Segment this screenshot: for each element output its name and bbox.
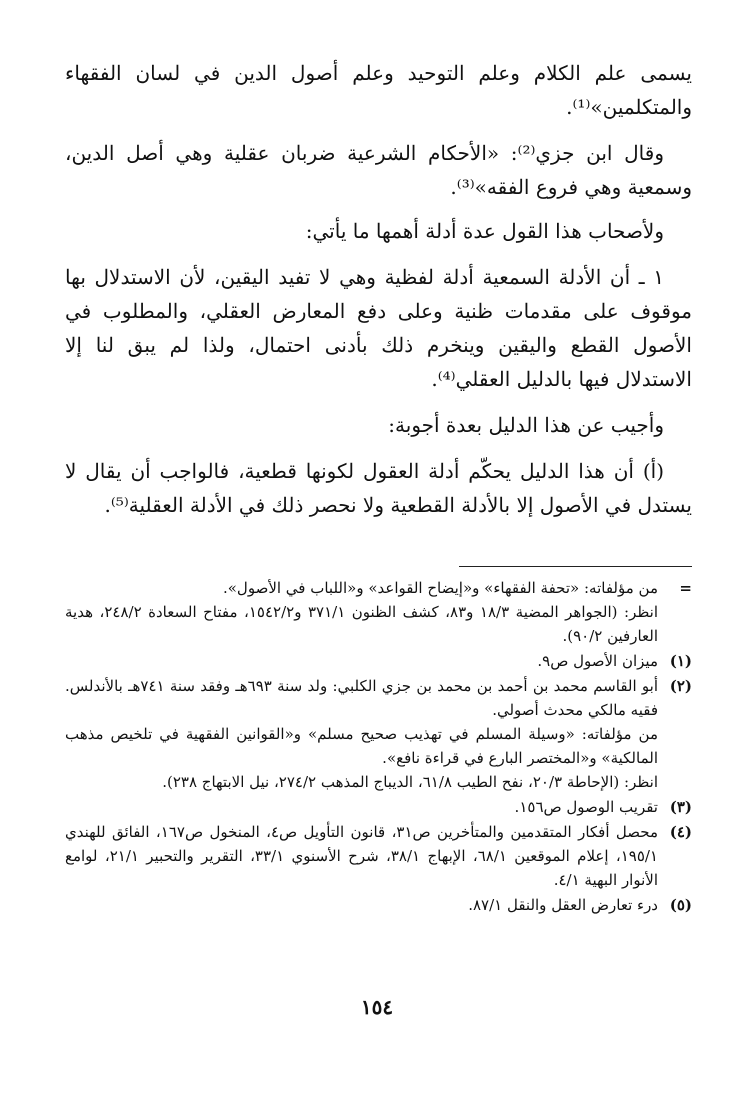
footnote-line: انظر: (الجواهر المضية ١٨/٣ و٨٣، كشف الظنون ٣٧١/١ و١٥٤٢/٢، مفتاح السعادة ٢٤٨/٢، هدية العارفين ٩٠/٢). [65, 603, 659, 645]
body-paragraph: وأجيب عن هذا الدليل بعدة أجوبة: [388, 413, 664, 437]
footnote-line: ميزان الأصول ص٩. [537, 652, 658, 670]
footnote-line: محصل أفكار المتقدمين والمتأخرين ص٣١، قانون التأويل ص٤، المنخول ص١٦٧، الفائق للهندي ١٩٥/١، إعلام الموقعين ٦٨/١، الإبهاج ٣٨/١، شرح الأسنوي ٣٣/١، التقرير والتحبير ٢١/١، لوامع الأنوار البهية ٤/١. [65, 823, 658, 889]
footnote-marker: (٣) [669, 798, 692, 816]
footnote-2 [65, 674, 692, 794]
body-paragraph: وقال ابن جزي⁽²⁾: «الأحكام الشرعية ضربان عقلية وهي أصل الدين، وسمعية وهي فروع الفقه»⁽³⁾. [65, 141, 692, 199]
page-number: ١٥٤ [360, 995, 394, 1019]
footnote-line: تقريب الوصول ص١٥٦. [514, 798, 658, 816]
footnote-marker: (٤) [669, 823, 692, 841]
footnote-marker: (٥) [669, 896, 692, 914]
body-paragraph: ولأصحاب هذا القول عدة أدلة أهمها ما يأتي: [305, 219, 664, 243]
body-paragraph: ١ ـ أن الأدلة السمعية أدلة لفظية وهي لا تفيد اليقين، لأن الاستدلال بها موقوف على مقدمات ظنية وعلى دفع المعارض العقلي، والمطلوب في الأصول القطع واليقين وينخرم ذلك بأدنى احتمال، ولذا لم يبق لنا إلا الاستدلال فيها بالدليل العقلي⁽⁴⁾. [65, 265, 692, 391]
footnote-marker: = [679, 579, 692, 597]
body-paragraph: (أ) أن هذا الدليل يحكّم أدلة العقول لكونها قطعية، فالواجب أن يقال لا يستدل في الأصول إلا بالأدلة القطعية ولا نحصر ذلك في الأدلة العقلية⁽⁵⁾. [65, 459, 692, 517]
footnote-1 [65, 649, 692, 673]
footnote-4 [65, 820, 692, 892]
footnote-text [65, 893, 658, 917]
footnote-marker: (٢) [669, 677, 692, 695]
footnote-line: انظر: (الإحاطة ٢٠/٣، نفح الطيب ٦١/٨، الديباج المذهب ٢٧٤/٢، نيل الابتهاج ٢٣٨). [162, 773, 658, 791]
footnote-line: درء تعارض العقل والنقل ٨٧/١. [468, 896, 658, 914]
footnote-separator [459, 566, 692, 567]
footnote-line: من مؤلفاته: «تحفة الفقهاء» و«إيضاح القواعد» و«اللباب في الأصول». [222, 579, 658, 597]
footnote-text [65, 820, 658, 892]
footnote-continuation [65, 576, 692, 648]
footnote-text [65, 576, 658, 648]
footnote-text [65, 795, 658, 819]
main-text-block [65, 56, 692, 522]
footnote-3 [65, 795, 692, 819]
body-paragraph: يسمى علم الكلام وعلم التوحيد وعلم أصول الدين في لسان الفقهاء والمتكلمين»⁽¹⁾. [65, 61, 692, 119]
footnotes-section [65, 576, 692, 917]
footnote-5 [65, 893, 692, 917]
footnote-text [65, 649, 658, 673]
footnote-text [65, 674, 658, 794]
footnote-marker: (١) [669, 652, 692, 670]
footnote-line: من مؤلفاته: «وسيلة المسلم في تهذيب صحيح مسلم» و«القوانين الفقهية في تلخيص مذهب المالكية» و«المختصر البارع في قراءة نافع». [65, 725, 658, 767]
footnote-line: أبو القاسم محمد بن أحمد بن محمد بن جزي الكلبي: ولد سنة ٦٩٣هـ وفقد سنة ٧٤١هـ بالأندلس. فقيه مالكي محدث أصولي. [65, 677, 659, 719]
